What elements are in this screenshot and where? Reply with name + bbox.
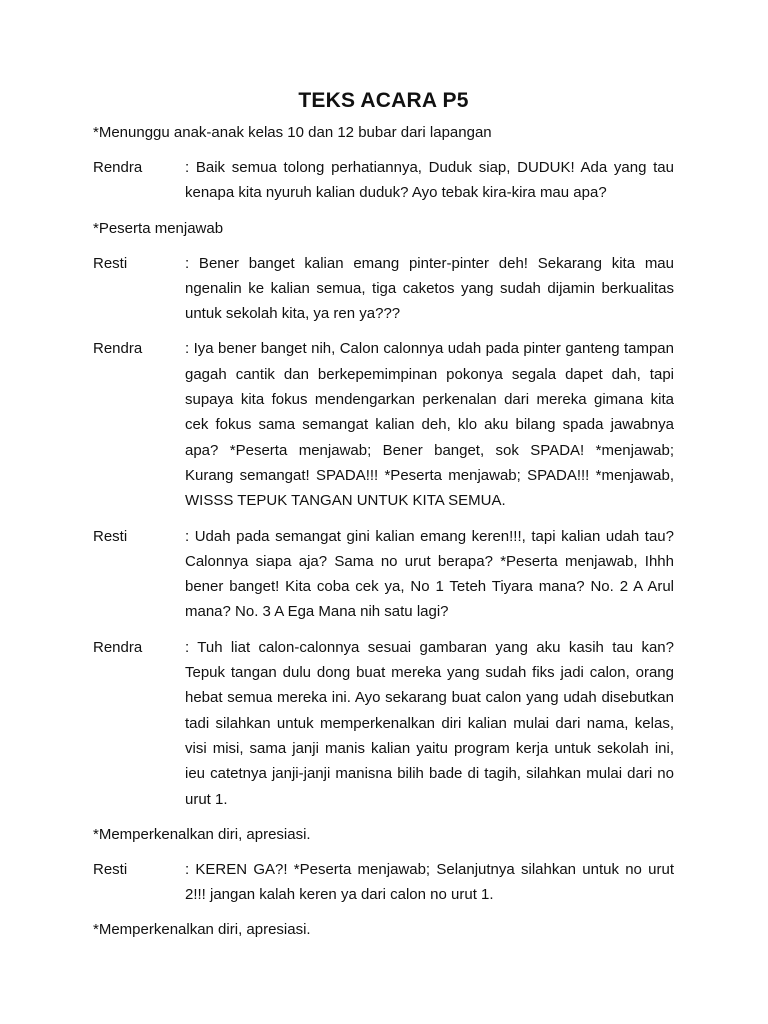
speech-text: : Iya bener banget nih, Calon calonnya udah pada pinter ganteng tampan gagah cantik dan berkepemimpinan pokonya segala dapet dah, tapi supaya kita fokus mendengarkan perkenalan dari mereka gimana kita cek fokus sama semangat kalian deh, klo aku bilang spada jawabnya apa? *Peserta menjawab; Bener banget, sok SPADA! *menjawab; Kurang semangat! SPADA!!! *Peserta menjawab; SPADA!!! *menjawab, WISSS TEPUK TANGAN UNTUK KITA SEMUA. bbox=[185, 340, 674, 510]
speaker-name: Resti bbox=[93, 527, 128, 545]
dialogue-line bbox=[93, 251, 674, 327]
speaker-name: Rendra bbox=[93, 159, 143, 176]
speaker-name: Rendra bbox=[93, 638, 143, 656]
speech-text: : Bener banget kalian emang pinter-pinter deh! Sekarang kita mau ngenalin ke kalian semua, tiga caketos yang sudah dijamin berkualitas untuk sekolah kita, ya ren ya??? bbox=[185, 254, 674, 323]
speech-text: : Tuh liat calon-calonnya sesuai gambaran yang aku kasih tau kan? Tepuk tangan dulu dong buat mereka yang sudah fiks jadi calon, orang hebat semua mereka ini. Ayo sekarang buat calon yang udah disebutkan tadi silahkan untuk memperkenalkan diri kalian mulai dari nama, kelas, visi misi, sama janji manis kalian yaitu program kerja untuk sekolah ini, ieu catetnya janji-janji manisna bilih bade di tagih, silahkan mulai dari no urut 1. bbox=[185, 638, 674, 808]
dialogue-line bbox=[93, 857, 674, 908]
speech-text: : Udah pada semangat gini kalian emang keren!!!, tapi kalian udah tau? Calonnya siapa aja? Sama no urut berapa? *Peserta menjawab, Ihhh bener banget! Kita coba cek ya, No 1 Teteh Tiyara mana? No. 2 A Arul mana? No. 3 A Ega Mana nih satu lagi? bbox=[185, 527, 674, 621]
stage-note: *Memperkenalkan diri, apresiasi. bbox=[93, 921, 311, 939]
dialogue-line bbox=[93, 635, 674, 812]
stage-note: *Memperkenalkan diri, apresiasi. bbox=[93, 825, 311, 843]
dialogue-line bbox=[93, 524, 674, 625]
speaker-name: Resti bbox=[93, 860, 128, 878]
dialogue-line bbox=[93, 336, 674, 513]
stage-note: *Menunggu anak-anak kelas 10 dan 12 bubar dari lapangan bbox=[93, 124, 492, 141]
dialogue-line bbox=[93, 155, 674, 206]
document-title: TEKS ACARA P5 bbox=[298, 89, 469, 112]
stage-note: *Peserta menjawab bbox=[93, 219, 224, 237]
speech-text: : Baik semua tolong perhatiannya, Duduk siap, DUDUK! Ada yang tau kenapa kita nyuruh kalian duduk? Ayo tebak kira-kira mau apa? bbox=[185, 159, 674, 202]
speaker-name: Resti bbox=[93, 254, 128, 272]
speech-text: : KEREN GA?! *Peserta menjawab; Selanjutnya silahkan untuk no urut 2!!! jangan kalah keren ya dari calon no urut 1. bbox=[185, 860, 674, 904]
speaker-name: Rendra bbox=[93, 340, 143, 358]
